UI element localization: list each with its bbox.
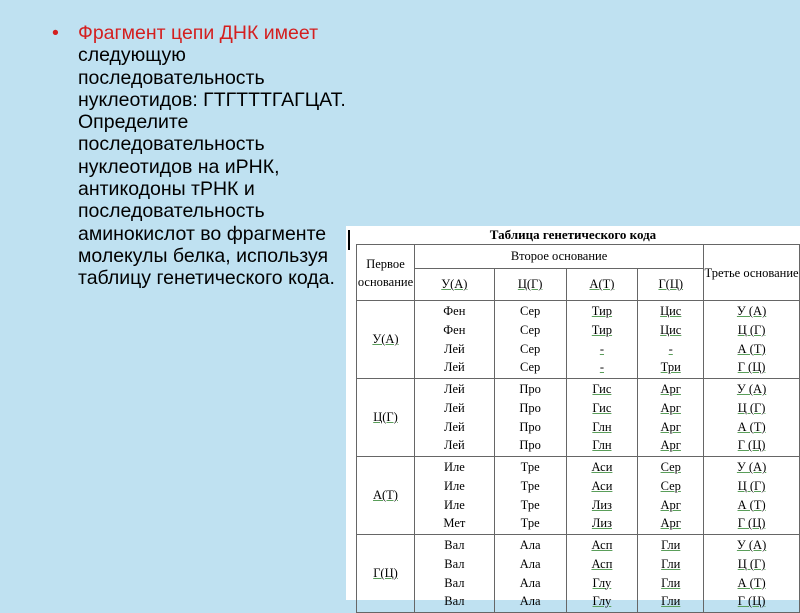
amino-acid: Глн bbox=[592, 438, 612, 453]
amino-acid: Лиз bbox=[591, 516, 612, 531]
amino-acid: Тре bbox=[520, 478, 540, 493]
amino-acid: Арг bbox=[660, 419, 681, 434]
amino-acid: Тре bbox=[520, 460, 540, 475]
third-base-value: А (Т) bbox=[737, 419, 766, 434]
amino-acid: Ала bbox=[519, 538, 541, 553]
first-base-cell: У(А) bbox=[357, 301, 415, 379]
amino-acid: Асп bbox=[591, 538, 613, 553]
first-base-cell: Г(Ц) bbox=[357, 535, 415, 613]
amino-acid: Ала bbox=[519, 594, 541, 609]
third-base-value: Г (Ц) bbox=[737, 438, 766, 453]
amino-acid: Лей bbox=[444, 438, 465, 453]
third-base-value: Ц (Г) bbox=[737, 556, 766, 571]
task-text-highlight: Фрагмент цепи ДНК имеет bbox=[78, 22, 318, 44]
amino-acid: Арг bbox=[660, 382, 681, 397]
third-base-value: У (А) bbox=[736, 460, 767, 475]
amino-acid: Три bbox=[660, 360, 681, 375]
amino-acid: Про bbox=[519, 400, 541, 415]
third-base-value: У (А) bbox=[736, 304, 767, 319]
column-header: Г(Ц) bbox=[638, 269, 704, 301]
amino-acid: Вал bbox=[444, 594, 465, 609]
amino-acid-cell bbox=[494, 301, 566, 379]
third-base-cell bbox=[704, 379, 800, 457]
amino-acid: Сер bbox=[519, 322, 541, 337]
table-title: Таблица генетического кода bbox=[489, 227, 657, 242]
task-paragraph bbox=[78, 22, 352, 290]
amino-acid: Тре bbox=[520, 497, 540, 512]
amino-acid: Тре bbox=[520, 516, 540, 531]
amino-acid-cell bbox=[638, 301, 704, 379]
amino-acid-cell bbox=[494, 457, 566, 535]
third-base-value: А (Т) bbox=[737, 497, 766, 512]
genetic-code-table bbox=[356, 244, 800, 613]
amino-acid-cell bbox=[566, 535, 638, 613]
amino-acid: Иле bbox=[443, 460, 465, 475]
amino-acid-cell bbox=[494, 535, 566, 613]
table-row bbox=[357, 379, 800, 457]
amino-acid: Сер bbox=[519, 360, 541, 375]
amino-acid: Вал bbox=[444, 575, 465, 590]
column-header: У(А) bbox=[414, 269, 494, 301]
amino-acid: Лиз bbox=[591, 497, 612, 512]
amino-acid: Лей bbox=[444, 382, 465, 397]
amino-acid: Гли bbox=[661, 594, 681, 609]
amino-acid: Арг bbox=[660, 438, 681, 453]
amino-acid: Гли bbox=[661, 556, 681, 571]
amino-acid: Лей bbox=[444, 419, 465, 434]
amino-acid: Гис bbox=[592, 382, 612, 397]
amino-acid: Лей bbox=[444, 400, 465, 415]
amino-acid: Глн bbox=[592, 419, 612, 434]
amino-acid-cell bbox=[414, 457, 494, 535]
amino-acid-cell bbox=[566, 457, 638, 535]
amino-acid: Лей bbox=[444, 360, 465, 375]
third-base-value: Ц (Г) bbox=[737, 322, 766, 337]
header-third-base: Третье основание bbox=[704, 245, 800, 301]
amino-acid: Ала bbox=[519, 556, 541, 571]
third-base-cell bbox=[704, 457, 800, 535]
amino-acid: Сер bbox=[660, 478, 681, 493]
amino-acid: Арг bbox=[660, 516, 681, 531]
amino-acid: - bbox=[599, 360, 605, 375]
third-base-value: А (Т) bbox=[737, 341, 766, 356]
amino-acid: Лей bbox=[444, 341, 465, 356]
amino-acid: Ала bbox=[519, 575, 541, 590]
header-second-base: Второе основание bbox=[414, 245, 703, 269]
column-header: Ц(Г) bbox=[494, 269, 566, 301]
third-base-value: Г (Ц) bbox=[737, 360, 766, 375]
amino-acid-cell bbox=[414, 379, 494, 457]
third-base-cell bbox=[704, 301, 800, 379]
amino-acid: Аси bbox=[591, 478, 613, 493]
third-base-value: Ц (Г) bbox=[737, 400, 766, 415]
first-base-cell: Ц(Г) bbox=[357, 379, 415, 457]
third-base-value: Ц (Г) bbox=[737, 478, 766, 493]
genetic-code-table-image bbox=[346, 226, 800, 609]
amino-acid: Иле bbox=[443, 497, 465, 512]
first-base-cell: А(Т) bbox=[357, 457, 415, 535]
third-base-value: Г (Ц) bbox=[737, 594, 766, 609]
amino-acid-cell bbox=[414, 301, 494, 379]
amino-acid: Тир bbox=[591, 322, 613, 337]
amino-acid: Про bbox=[519, 438, 541, 453]
amino-acid-cell bbox=[414, 535, 494, 613]
third-base-value: У (А) bbox=[736, 382, 767, 397]
amino-acid: Мет bbox=[443, 516, 466, 531]
amino-acid-cell bbox=[638, 379, 704, 457]
amino-acid-cell bbox=[494, 379, 566, 457]
amino-acid-cell bbox=[566, 301, 638, 379]
amino-acid: Глу bbox=[592, 575, 612, 590]
header-first-base: Первое основание bbox=[357, 245, 415, 301]
third-base-value: У (А) bbox=[736, 538, 767, 553]
amino-acid-cell bbox=[638, 535, 704, 613]
amino-acid: Глу bbox=[592, 594, 612, 609]
amino-acid: - bbox=[599, 341, 605, 356]
amino-acid: Цис bbox=[660, 304, 682, 319]
third-base-value: Г (Ц) bbox=[737, 516, 766, 531]
third-base-cell bbox=[704, 535, 800, 613]
amino-acid: Арг bbox=[660, 400, 681, 415]
amino-acid: Иле bbox=[443, 478, 465, 493]
amino-acid: Сер bbox=[519, 341, 541, 356]
amino-acid: Тир bbox=[591, 304, 613, 319]
table-row bbox=[357, 535, 800, 613]
amino-acid-cell bbox=[566, 379, 638, 457]
amino-acid: Арг bbox=[660, 497, 681, 512]
amino-acid: Сер bbox=[660, 460, 681, 475]
column-header: А(Т) bbox=[566, 269, 638, 301]
amino-acid: Вал bbox=[444, 538, 465, 553]
task-text-body: следующую последовательность нуклеотидов: ГТГТТТГАГЦАТ. Определите последовательность нуклеотидов на иРНК, антикодоны тРНК и последовательность аминокислот во фрагменте молекулы белка, используя таблицу генетического кода. bbox=[78, 44, 346, 290]
amino-acid: Про bbox=[519, 419, 541, 434]
bullet-marker: • bbox=[52, 22, 59, 44]
table-row bbox=[357, 457, 800, 535]
amino-acid: Сер bbox=[519, 304, 541, 319]
text-cursor bbox=[348, 230, 350, 250]
amino-acid: - bbox=[668, 341, 673, 356]
amino-acid: Фен bbox=[443, 322, 466, 337]
table-row bbox=[357, 301, 800, 379]
amino-acid: Асп bbox=[591, 556, 613, 571]
amino-acid: Гли bbox=[661, 575, 681, 590]
amino-acid: Гли bbox=[661, 538, 681, 553]
amino-acid-cell bbox=[638, 457, 704, 535]
amino-acid: Вал bbox=[444, 556, 465, 571]
amino-acid: Цис bbox=[660, 322, 682, 337]
task-text-block bbox=[52, 22, 352, 290]
amino-acid: Фен bbox=[443, 304, 466, 319]
amino-acid: Гис bbox=[592, 400, 612, 415]
amino-acid: Аси bbox=[591, 460, 613, 475]
third-base-value: А (Т) bbox=[737, 575, 766, 590]
amino-acid: Про bbox=[519, 382, 541, 397]
